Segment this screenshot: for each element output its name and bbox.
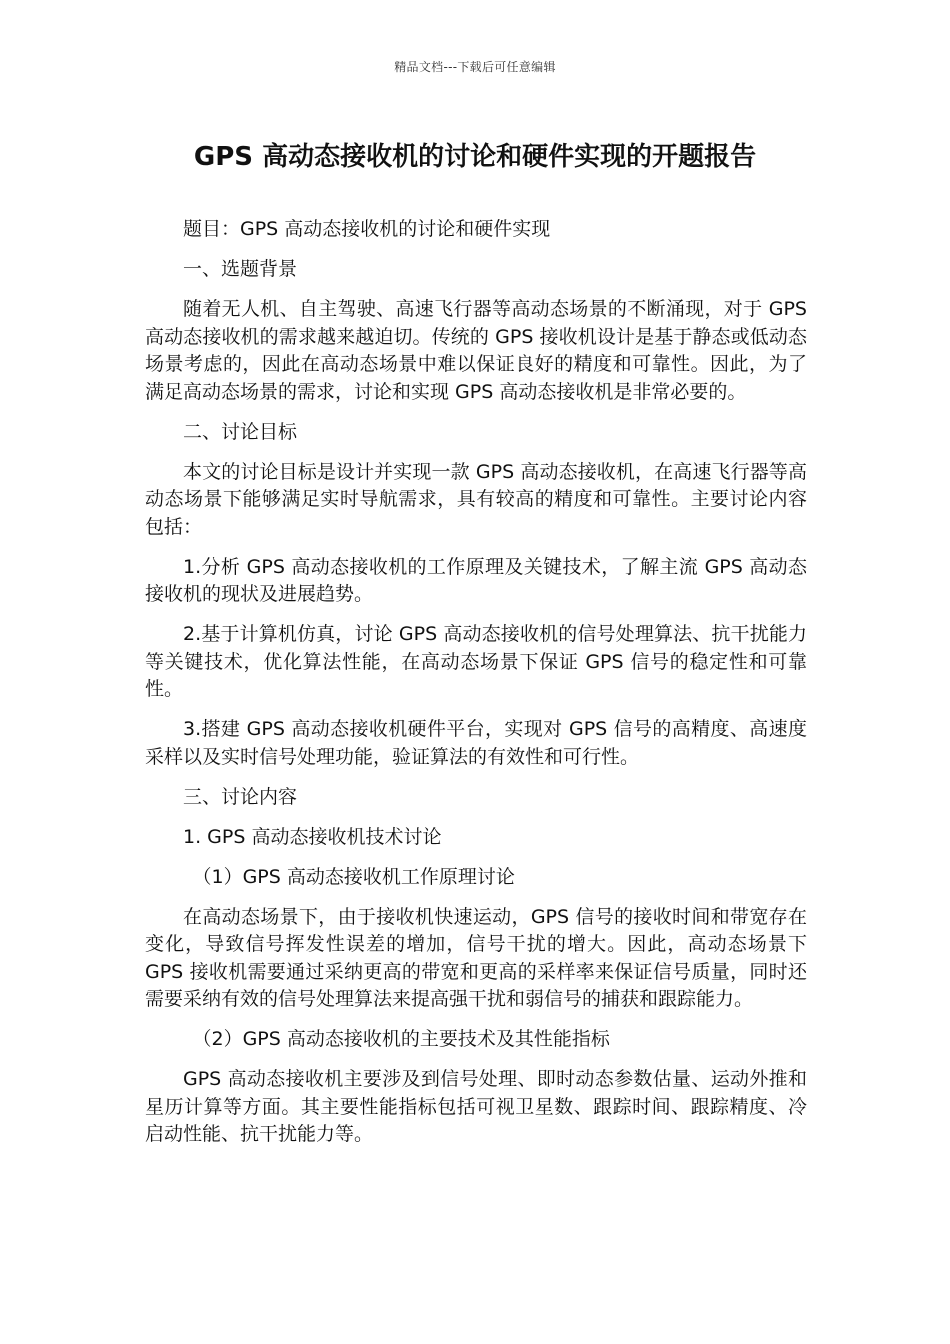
subsection-heading-1: 1. GPS 高动态接收机技术讨论: [183, 825, 442, 848]
topic-line: 题目：GPS 高动态接收机的讨论和硬件实现: [183, 218, 551, 240]
subsubsection-heading-2: （2）GPS 高动态接收机的主要技术及其性能指标: [192, 1028, 610, 1050]
section-heading-goals: 二、讨论目标: [183, 420, 298, 443]
goal-item-3: 3.搭建 GPS 高动态接收机硬件平台，实现对 GPS 信号的高精度、高速度采样以及实时信号处理功能，验证算法的有效性和可行性。: [145, 718, 807, 768]
document-title: GPS 高动态接收机的讨论和硬件实现的开题报告: [193, 142, 757, 172]
section-heading-background: 一、选题背景: [183, 258, 298, 280]
paragraph-principle: 在高动态场景下，由于接收机快速运动，GPS 信号的接收时间和带宽存在变化，导致信号挥发性误差的增加，信号干扰的增大。因此，高动态场景下 GPS 接收机需要通过采纳更高的带宽和更高的采样率来保证信号质量，同时还需要采纳有效的信号处理算法来提高强干扰和弱信号的捕获和跟踪能力。: [145, 905, 807, 1010]
paragraph-goals-intro: 本文的讨论目标是设计并实现一款 GPS 高动态接收机，在高速飞行器等高动态场景下能够满足实时导航需求，具有较高的精度和可靠性。主要讨论内容包括：: [145, 460, 807, 538]
document-body: [145, 216, 807, 1161]
paragraph-performance: GPS 高动态接收机主要涉及到信号处理、即时动态参数估量、运动外推和星历计算等方面。其主要性能指标包括可视卫星数、跟踪时间、跟踪精度、冷启动性能、抗干扰能力等。: [145, 1068, 807, 1145]
goal-item-1: 1.分析 GPS 高动态接收机的工作原理及关键技术，了解主流 GPS 高动态接收机的现状及进展趋势。: [145, 555, 807, 605]
goal-item-2: 2.基于计算机仿真，讨论 GPS 高动态接收机的信号处理算法、抗干扰能力等关键技术，优化算法性能，在高动态场景下保证 GPS 信号的稳定性和可靠性。: [145, 623, 807, 700]
section-heading-content: 三、讨论内容: [183, 785, 298, 808]
page-header: 精品文档---下载后可任意编辑: [394, 60, 556, 74]
subsubsection-heading-1: （1）GPS 高动态接收机工作原理讨论: [192, 865, 515, 888]
paragraph-background: 随着无人机、自主驾驶、高速飞行器等高动态场景的不断涌现，对于 GPS 高动态接收机的需求越来越迫切。传统的 GPS 接收机设计是基于静态或低动态场景考虑的，因此在高动态场景中难以保证良好的精度和可靠性。因此，为了满足高动态场景的需求，讨论和实现 GPS 高动态接收机是非常必要的。: [145, 298, 807, 403]
